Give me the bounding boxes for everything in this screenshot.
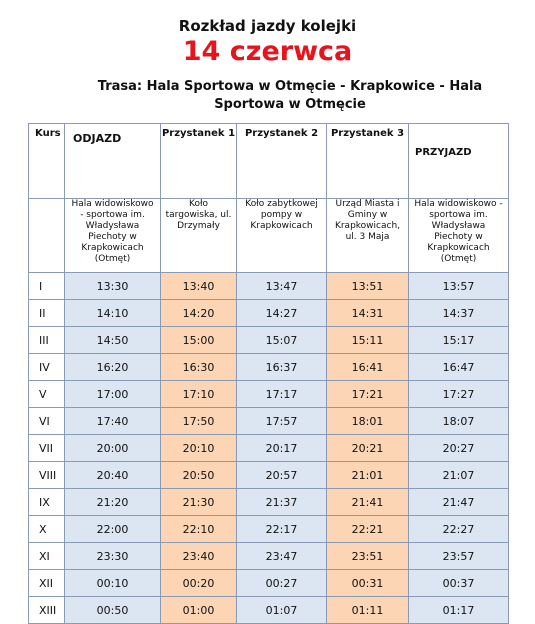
przyjazd-cell: 01:17 — [409, 597, 509, 624]
odjazd-cell: 21:20 — [65, 489, 161, 516]
odjazd-cell: 17:40 — [65, 408, 161, 435]
stop-3-cell: 13:51 — [327, 273, 409, 300]
odjazd-cell: 17:00 — [65, 381, 161, 408]
stop-description-text: Koło zabytkowej pompy w Krapkowicach — [245, 199, 318, 231]
stop-description-stop-3 — [327, 199, 409, 273]
table-row — [29, 300, 509, 327]
stop-3-cell: 20:21 — [327, 435, 409, 462]
stop-description-stop-1 — [161, 199, 237, 273]
stop-2-cell: 15:07 — [237, 327, 327, 354]
stop-2-cell: 16:37 — [237, 354, 327, 381]
header-row — [29, 124, 509, 199]
stop-3-cell: 15:11 — [327, 327, 409, 354]
kurs-cell: VII — [29, 435, 65, 462]
kurs-cell: IX — [29, 489, 65, 516]
stop-1-cell: 00:20 — [161, 570, 237, 597]
stop-3-cell: 21:41 — [327, 489, 409, 516]
stop-2-cell: 22:17 — [237, 516, 327, 543]
table-row — [29, 273, 509, 300]
stop-3-cell: 14:31 — [327, 300, 409, 327]
przyjazd-cell: 21:07 — [409, 462, 509, 489]
przyjazd-cell: 16:47 — [409, 354, 509, 381]
odjazd-cell: 20:40 — [65, 462, 161, 489]
stop-description-przyjazd — [409, 199, 509, 273]
timetable — [28, 123, 509, 624]
stop-description-text: Hala widowiskowo - sportowa im. Władysława Piechoty w Krapkowicach (Otmęt) — [414, 199, 503, 264]
przyjazd-cell: 23:57 — [409, 543, 509, 570]
table-row — [29, 381, 509, 408]
stop-2-cell: 23:47 — [237, 543, 327, 570]
stop-3-cell: 00:31 — [327, 570, 409, 597]
table-row — [29, 462, 509, 489]
odjazd-cell: 00:50 — [65, 597, 161, 624]
column-header-kurs: Kurs — [29, 124, 65, 199]
stop-1-cell: 01:00 — [161, 597, 237, 624]
kurs-cell: II — [29, 300, 65, 327]
przyjazd-cell: 20:27 — [409, 435, 509, 462]
kurs-cell: I — [29, 273, 65, 300]
stop-1-cell: 20:10 — [161, 435, 237, 462]
przyjazd-cell: 18:07 — [409, 408, 509, 435]
stop-description-row — [29, 199, 509, 273]
stop-2-cell: 17:17 — [237, 381, 327, 408]
kurs-cell: V — [29, 381, 65, 408]
kurs-cell: III — [29, 327, 65, 354]
column-header-odjazd: ODJAZD — [65, 124, 161, 199]
stop-1-cell: 16:30 — [161, 354, 237, 381]
stop-3-cell: 16:41 — [327, 354, 409, 381]
stop-3-cell: 23:51 — [327, 543, 409, 570]
stop-description-text: Hala widowiskowo - sportowa im. Władysława Piechoty w Krapkowicach (Otmęt) — [71, 199, 154, 264]
stop-2-cell: 01:07 — [237, 597, 327, 624]
kurs-cell: IV — [29, 354, 65, 381]
column-header-przyjazd: PRZYJAZD — [409, 124, 509, 199]
table-row — [29, 489, 509, 516]
przyjazd-cell: 00:37 — [409, 570, 509, 597]
przyjazd-cell: 22:27 — [409, 516, 509, 543]
przyjazd-cell: 15:17 — [409, 327, 509, 354]
route-description: Trasa: Hala Sportowa w Otmęcie - Krapkowice - Hala Sportowa w Otmęcie — [97, 79, 483, 112]
stop-description-odjazd — [65, 199, 161, 273]
stop-1-cell: 17:50 — [161, 408, 237, 435]
przyjazd-cell: 14:37 — [409, 300, 509, 327]
odjazd-cell: 13:30 — [65, 273, 161, 300]
kurs-cell: VIII — [29, 462, 65, 489]
table-row — [29, 570, 509, 597]
kurs-cell: XII — [29, 570, 65, 597]
kurs-cell: X — [29, 516, 65, 543]
event-date: 14 czerwca — [182, 36, 353, 67]
kurs-cell: XI — [29, 543, 65, 570]
odjazd-cell: 14:10 — [65, 300, 161, 327]
odjazd-cell: 16:20 — [65, 354, 161, 381]
table-row — [29, 516, 509, 543]
stop-1-cell: 20:50 — [161, 462, 237, 489]
stop-3-cell: 22:21 — [327, 516, 409, 543]
column-header-stop-2: Przystanek 2 — [237, 124, 327, 199]
stop-2-cell: 21:37 — [237, 489, 327, 516]
stop-description-text: Urząd Miasta i Gminy w Krapkowicach, ul. 3 Maja — [334, 199, 401, 242]
column-header-stop-3: Przystanek 3 — [327, 124, 409, 199]
stop-2-cell: 14:27 — [237, 300, 327, 327]
stop-3-cell: 01:11 — [327, 597, 409, 624]
stop-2-cell: 20:17 — [237, 435, 327, 462]
stop-1-cell: 21:30 — [161, 489, 237, 516]
odjazd-cell: 22:00 — [65, 516, 161, 543]
stop-description-text: Koło targowiska, ul. Drzymały — [165, 199, 232, 231]
stop-1-cell: 17:10 — [161, 381, 237, 408]
przyjazd-cell: 13:57 — [409, 273, 509, 300]
stop-2-cell: 17:57 — [237, 408, 327, 435]
kurs-cell: VI — [29, 408, 65, 435]
table-row — [29, 435, 509, 462]
kurs-cell: XIII — [29, 597, 65, 624]
stop-2-cell: 20:57 — [237, 462, 327, 489]
odjazd-cell: 23:30 — [65, 543, 161, 570]
stop-3-cell: 17:21 — [327, 381, 409, 408]
stop-1-cell: 14:20 — [161, 300, 237, 327]
stop-3-cell: 18:01 — [327, 408, 409, 435]
stop-1-cell: 15:00 — [161, 327, 237, 354]
table-row — [29, 327, 509, 354]
stop-1-cell: 23:40 — [161, 543, 237, 570]
column-header-stop-1: Przystanek 1 — [161, 124, 237, 199]
table-row — [29, 597, 509, 624]
stop-1-cell: 22:10 — [161, 516, 237, 543]
odjazd-cell: 00:10 — [65, 570, 161, 597]
stop-2-cell: 00:27 — [237, 570, 327, 597]
table-row — [29, 543, 509, 570]
table-row — [29, 354, 509, 381]
odjazd-cell: 14:50 — [65, 327, 161, 354]
przyjazd-cell: 21:47 — [409, 489, 509, 516]
page-title: Rozkład jazdy kolejki — [178, 17, 357, 35]
stop-3-cell: 21:01 — [327, 462, 409, 489]
przyjazd-cell: 17:27 — [409, 381, 509, 408]
stop-description-kurs — [29, 199, 65, 273]
table-row — [29, 408, 509, 435]
stop-description-stop-2 — [237, 199, 327, 273]
stop-1-cell: 13:40 — [161, 273, 237, 300]
odjazd-cell: 20:00 — [65, 435, 161, 462]
stop-2-cell: 13:47 — [237, 273, 327, 300]
